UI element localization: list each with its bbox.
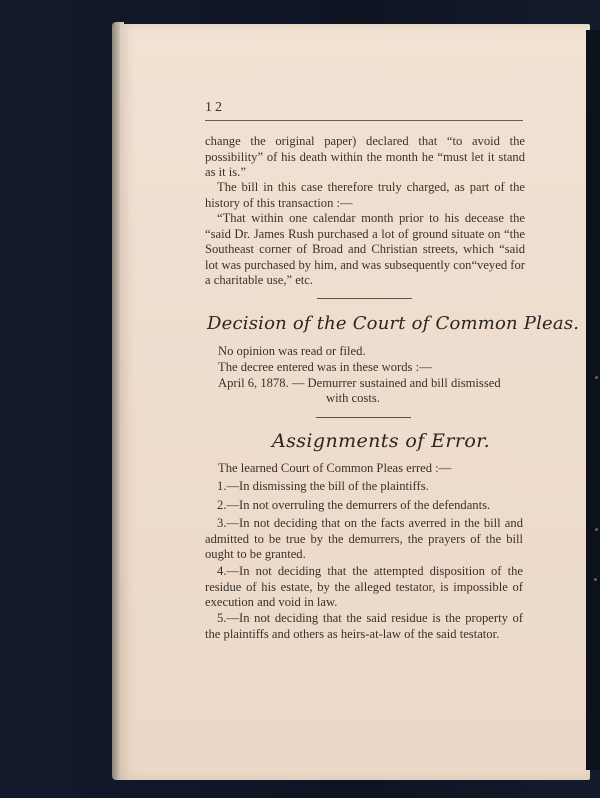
section-divider <box>316 417 411 418</box>
page-edge-speck <box>595 528 598 531</box>
section-divider <box>317 298 412 299</box>
error-item: 4.—In not deciding that the attempted disposition of the residue of his estate, by the alleged testator, is impossible of execution and void in law. <box>205 564 523 609</box>
decision-line: No opinion was read or filed. <box>218 344 366 358</box>
error-item: 3.—In not deciding that on the facts averred in the bill and admitted to be true by the demurrers, the prayers of the bill ought to be granted. <box>205 516 523 561</box>
page-edge-speck <box>594 578 597 581</box>
errors-intro: The learned Court of Common Pleas erred :— <box>218 461 452 475</box>
decree-costs-line: with costs. <box>326 391 380 405</box>
paragraph-bill-charged: The bill in this case therefore truly charged, as part of the history of this transaction :— <box>205 180 525 210</box>
header-rule <box>205 120 523 121</box>
paragraph-quotation: “That within one calendar month prior to his decease the “said Dr. James Rush purchased a lot of ground situate on “the Southeast corner of Broad and Christian streets, which “said lot was purchased by him, and was subsequently con“veyed for a charitable use,” etc. <box>205 211 525 287</box>
scan-right-edge <box>586 30 600 770</box>
errors-heading: Assignments of Error. <box>272 430 491 452</box>
error-item: 1.—In dismissing the bill of the plaintiffs. <box>217 479 429 493</box>
page-number: 12 <box>205 100 225 115</box>
error-item: 2.—In not overruling the demurrers of the defendants. <box>217 498 491 512</box>
decree-date-line: April 6, 1878. — Demurrer sustained and bill dismissed <box>218 376 501 390</box>
decision-heading: Decision of the Court of Common Pleas. <box>207 313 580 334</box>
paragraph-continuation: change the original paper) declared that “to avoid the possibility” of his death within the month he “must let it stand as it is.” <box>205 134 525 179</box>
error-item: 5.—In not deciding that the said residue is the property of the plaintiffs and others as heirs-at-law of the said testator. <box>205 611 523 641</box>
page-edge-speck <box>595 376 598 379</box>
decision-line: The decree entered was in these words :— <box>218 360 432 374</box>
